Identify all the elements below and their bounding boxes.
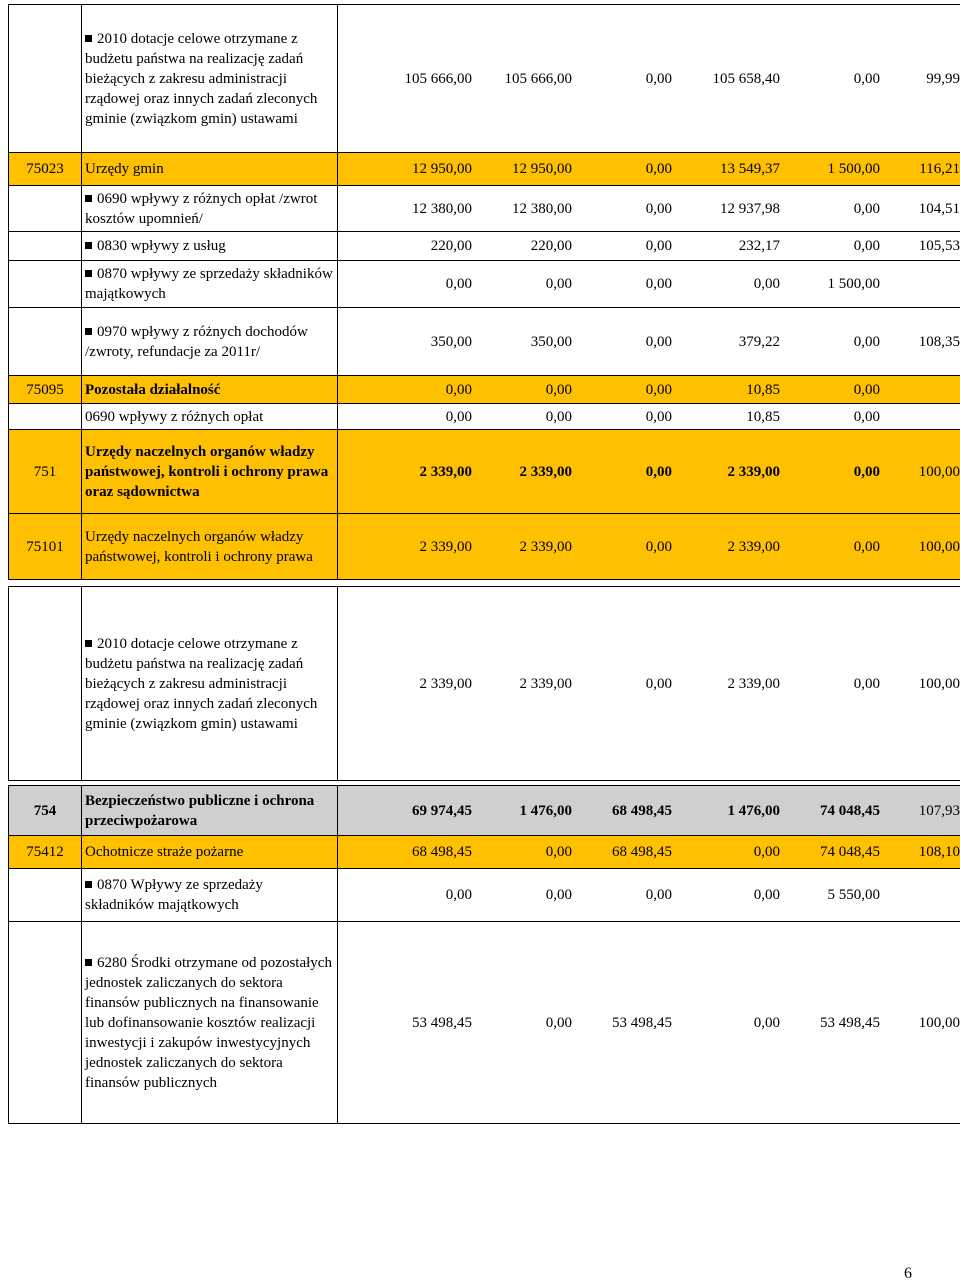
table-row bbox=[9, 587, 960, 781]
row-desc: 0690 wpływy z różnych opłat /zwrot kosztów upomnień/ bbox=[85, 191, 317, 227]
row-code: 75095 bbox=[9, 376, 82, 404]
bullet-icon bbox=[85, 324, 97, 340]
table-row bbox=[9, 5, 960, 153]
bullet-icon bbox=[85, 31, 97, 47]
row-values: 2 339,00 2 339,00 0,00 2 339,00 0,00 100,00 bbox=[338, 587, 960, 781]
row-desc: 0870 Wpływy ze sprzedaży składników majątkowych bbox=[85, 877, 263, 913]
table-row bbox=[9, 186, 960, 232]
row-code: 751 bbox=[9, 430, 82, 514]
row-desc: Bezpieczeństwo publiczne i ochrona przeciwpożarowa bbox=[82, 786, 338, 836]
row-code: 754 bbox=[9, 786, 82, 836]
row-values: 12 380,00 12 380,00 0,00 12 937,98 0,00 104,51 bbox=[338, 186, 960, 232]
row-desc: Pozostała działalność bbox=[82, 376, 338, 404]
row-values: 0,00 0,00 0,00 0,00 1 500,00 bbox=[338, 261, 960, 308]
row-values: 0,00 0,00 0,00 10,85 0,00 bbox=[338, 376, 960, 404]
bullet-icon bbox=[85, 877, 97, 893]
row-desc: 0690 wpływy z różnych opłat bbox=[85, 409, 263, 425]
table-row bbox=[9, 836, 960, 869]
row-code: 75412 bbox=[9, 836, 82, 869]
row-values: 53 498,45 0,00 53 498,45 0,00 53 498,45 100,00 bbox=[338, 922, 960, 1124]
table-row bbox=[9, 153, 960, 186]
row-desc: Urzędy naczelnych organów władzy państwowej, kontroli i ochrony prawa bbox=[82, 514, 338, 580]
row-desc: 2010 dotacje celowe otrzymane z budżetu państwa na realizację zadań bieżących z zakresu administracji rządowej oraz innych zadań zleconych gminie (związkom gmin) ustawami bbox=[85, 31, 317, 127]
table-row bbox=[9, 404, 960, 430]
row-desc: 0830 wpływy z usług bbox=[97, 238, 226, 254]
row-code: 75101 bbox=[9, 514, 82, 580]
table-row bbox=[9, 786, 960, 836]
page-number: 6 bbox=[904, 1265, 912, 1283]
budget-table-1 bbox=[8, 4, 960, 580]
budget-table-3 bbox=[8, 785, 960, 1124]
row-desc: Urzędy gmin bbox=[82, 153, 338, 186]
table-row bbox=[9, 232, 960, 261]
bullet-icon bbox=[85, 191, 97, 207]
row-values: 105 666,00 105 666,00 0,00 105 658,40 0,00 99,99 bbox=[338, 5, 960, 153]
table-row bbox=[9, 922, 960, 1124]
budget-table-2 bbox=[8, 586, 960, 781]
bullet-icon bbox=[85, 955, 97, 971]
row-desc: Urzędy naczelnych organów władzy państwowej, kontroli i ochrony prawa oraz sądownictwa bbox=[82, 430, 338, 514]
row-desc: 0870 wpływy ze sprzedaży składników majątkowych bbox=[85, 266, 333, 302]
bullet-icon bbox=[85, 238, 97, 254]
row-values: 350,00 350,00 0,00 379,22 0,00 108,35 bbox=[338, 308, 960, 376]
row-desc: 6280 Środki otrzymane od pozostałych jednostek zaliczanych do sektora finansów publicznych na finansowanie lub dofinansowanie kosztów realizacji inwestycji i zakupów inwestycyjnych jednostek zaliczanych do sektora finansów publicznych bbox=[85, 955, 332, 1091]
bullet-icon bbox=[85, 636, 97, 652]
row-values: 0,00 0,00 0,00 10,85 0,00 bbox=[338, 404, 960, 430]
row-values: 12 950,00 12 950,00 0,00 13 549,37 1 500,00 116,21 bbox=[338, 153, 960, 186]
row-values: 2 339,00 2 339,00 0,00 2 339,00 0,00 100,00 bbox=[338, 430, 960, 514]
row-values: 220,00 220,00 0,00 232,17 0,00 105,53 bbox=[338, 232, 960, 261]
row-code: 75023 bbox=[9, 153, 82, 186]
row-desc: 2010 dotacje celowe otrzymane z budżetu państwa na realizację zadań bieżących z zakresu administracji rządowej oraz innych zadań zleconych gminie (związkom gmin) ustawami bbox=[85, 636, 317, 732]
table-row bbox=[9, 514, 960, 580]
row-desc: Ochotnicze straże pożarne bbox=[82, 836, 338, 869]
table-row bbox=[9, 308, 960, 376]
table-row bbox=[9, 261, 960, 308]
bullet-icon bbox=[85, 266, 97, 282]
table-row bbox=[9, 430, 960, 514]
table-row bbox=[9, 376, 960, 404]
table-row bbox=[9, 869, 960, 922]
row-values: 69 974,45 1 476,00 68 498,45 1 476,00 74 048,45 107,93 bbox=[338, 786, 960, 836]
row-values: 68 498,45 0,00 68 498,45 0,00 74 048,45 108,10 bbox=[338, 836, 960, 869]
row-values: 0,00 0,00 0,00 0,00 5 550,00 bbox=[338, 869, 960, 922]
row-desc: 0970 wpływy z różnych dochodów /zwroty, refundacje za 2011r/ bbox=[85, 324, 308, 360]
row-values: 2 339,00 2 339,00 0,00 2 339,00 0,00 100,00 bbox=[338, 514, 960, 580]
